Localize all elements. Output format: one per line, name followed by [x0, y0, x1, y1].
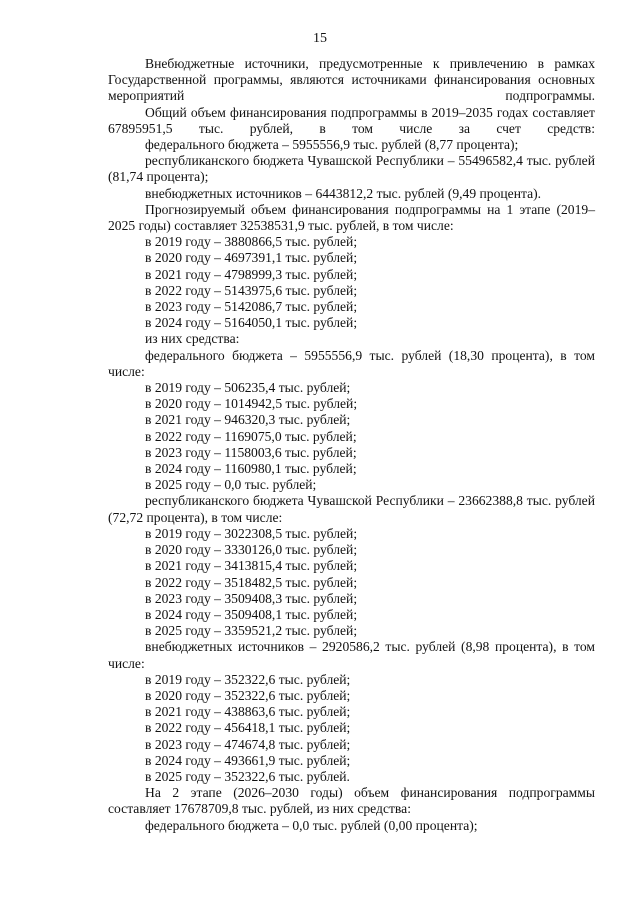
list-federal-stage1	[108, 380, 595, 493]
list-item: в 2022 году – 5143975,6 тыс. рублей;	[145, 282, 358, 298]
list-stage1-total	[108, 234, 595, 331]
list-item: в 2020 году – 4697391,1 тыс. рублей;	[145, 250, 358, 266]
list-item: в 2021 году – 3413815,4 тыс. рублей;	[145, 558, 358, 574]
list-item: в 2025 году – 0,0 тыс. рублей;	[145, 477, 317, 493]
paragraph-extrabudget-total: внебюджетных источников – 6443812,2 тыс. рублей (9,49 процента).	[145, 185, 542, 201]
page-number: 15	[313, 31, 327, 46]
list-item: в 2020 году – 352322,6 тыс. рублей;	[145, 687, 351, 703]
list-item: в 2025 году – 352322,6 тыс. рублей.	[145, 768, 350, 784]
list-item: в 2022 году – 456418,1 тыс. рублей;	[145, 720, 351, 736]
list-item: в 2023 году – 1158003,6 тыс. рублей;	[145, 444, 357, 460]
list-item: в 2021 году – 946320,3 тыс. рублей;	[145, 412, 351, 428]
paragraph-republican-total: республиканского бюджета Чувашской Республики – 55496582,4 тыс. рублей (81,74 процента);	[108, 153, 595, 185]
list-item: в 2023 году – 3509408,3 тыс. рублей;	[145, 590, 358, 606]
paragraph-federal-stage1: федерального бюджета – 5955556,9 тыс. рублей (18,30 процента), в том числе:	[108, 347, 595, 379]
paragraph-total-financing: Общий объем финансирования подпрограммы в 2019–2035 годах составляет 67895951,5 тыс. рублей, в том числе за счет средств:	[108, 104, 595, 136]
paragraph-stage2-total: На 2 этапе (2026–2030 годы) объем финансирования подпрограммы составляет 17678709,8 тыс. рублей, из них средства:	[108, 785, 595, 817]
list-item: в 2024 году – 3509408,1 тыс. рублей;	[145, 606, 358, 622]
list-item: в 2021 году – 438863,6 тыс. рублей;	[145, 704, 351, 720]
paragraph-federal-stage2: федерального бюджета – 0,0 тыс. рублей (0,00 процента);	[145, 817, 478, 833]
list-item: в 2021 году – 4798999,3 тыс. рублей;	[145, 266, 358, 282]
paragraph-of-which: из них средства:	[145, 331, 240, 347]
paragraph-federal-total: федерального бюджета – 5955556,9 тыс. рублей (8,77 процента);	[145, 137, 519, 153]
paragraph-stage1-total: Прогнозируемый объем финансирования подпрограммы на 1 этапе (2019–2025 годы) составляет 32538531,9 тыс. рублей, в том числе:	[108, 201, 595, 234]
list-item: в 2020 году – 3330126,0 тыс. рублей;	[145, 542, 358, 558]
paragraph-extrabudget-sources: Внебюджетные источники, предусмотренные к привлечению в рамках Государственной программы, являются источниками финансирования основных мероприятий подпрограммы.	[108, 56, 595, 104]
document-body	[108, 56, 595, 834]
list-republican-stage1	[108, 526, 595, 639]
list-item: в 2019 году – 506235,4 тыс. рублей;	[145, 380, 351, 396]
list-item: в 2023 году – 5142086,7 тыс. рублей;	[145, 299, 358, 315]
list-extrabudget-stage1	[108, 672, 595, 785]
list-item: в 2019 году – 3880866,5 тыс. рублей;	[145, 234, 358, 250]
list-item: в 2022 году – 3518482,5 тыс. рублей;	[145, 574, 358, 590]
list-item: в 2020 году – 1014942,5 тыс. рублей;	[145, 396, 358, 412]
list-item: в 2024 году – 1160980,1 тыс. рублей;	[145, 461, 357, 477]
paragraph-republican-stage1: республиканского бюджета Чувашской Республики – 23662388,8 тыс. рублей (72,72 процента), в том числе:	[108, 493, 595, 525]
paragraph-extrabudget-stage1: внебюджетных источников – 2920586,2 тыс. рублей (8,98 процента), в том числе:	[108, 639, 595, 671]
list-item: в 2022 году – 1169075,0 тыс. рублей;	[145, 428, 357, 444]
list-item: в 2024 году – 5164050,1 тыс. рублей;	[145, 315, 358, 331]
list-item: в 2025 году – 3359521,2 тыс. рублей;	[145, 623, 358, 639]
list-item: в 2024 году – 493661,9 тыс. рублей;	[145, 752, 351, 768]
list-item: в 2019 году – 352322,6 тыс. рублей;	[145, 671, 351, 687]
list-item: в 2023 году – 474674,8 тыс. рублей;	[145, 736, 351, 752]
list-item: в 2019 году – 3022308,5 тыс. рублей;	[145, 525, 358, 541]
